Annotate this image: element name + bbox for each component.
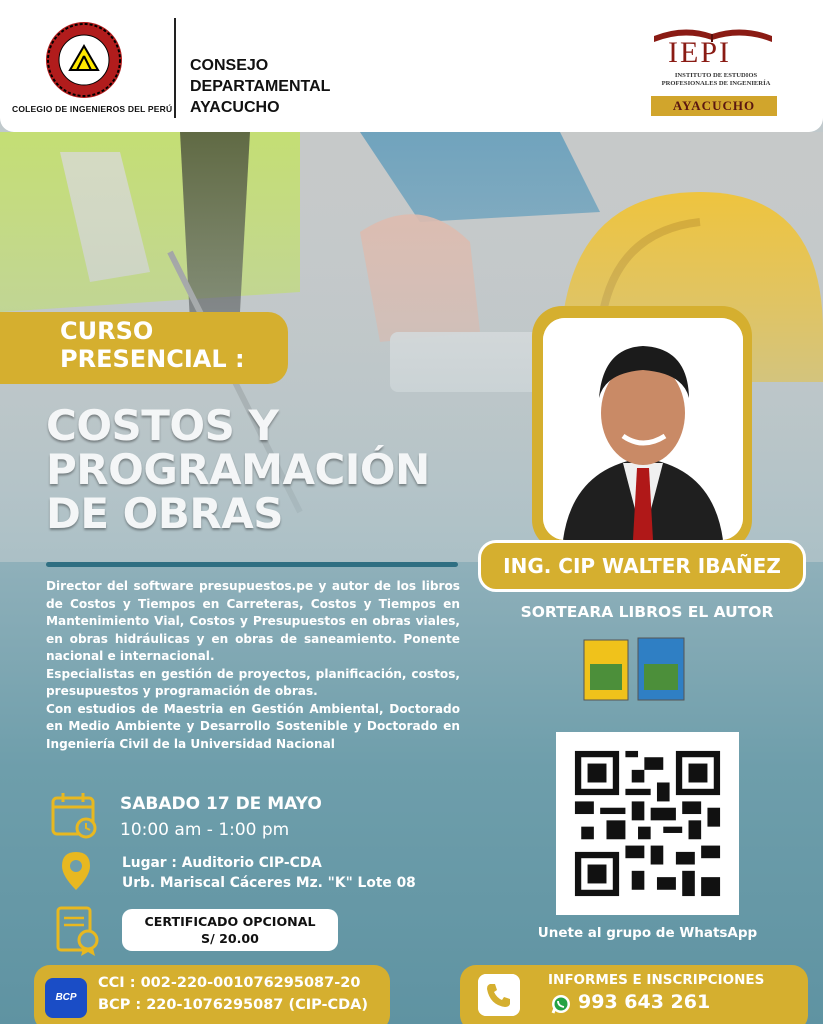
consejo-line: CONSEJO — [190, 57, 269, 74]
title-rule — [46, 562, 458, 567]
course-title — [46, 401, 430, 538]
event-address: Urb. Mariscal Cáceres Mz. "K" Lote 08 — [122, 875, 416, 891]
bio-paragraph: Con estudios de Maestria en Gestión Ambiental, Doctorado en Medio Ambiente y Desarrollo Sostenible y Doctorado en Ingeniería Civil de la Universidad Nacional — [46, 701, 460, 751]
iepi-title: IEPI — [668, 36, 731, 69]
course-title-line: PROGRAMACIÓN — [46, 445, 430, 494]
speaker-portrait-illustration — [543, 318, 743, 540]
whatsapp-icon — [550, 993, 572, 1015]
payment-accounts — [98, 972, 368, 1016]
event-time: 10:00 am - 1:00 pm — [120, 820, 290, 840]
speaker-name-badge: ING. CIP WALTER IBAÑEZ — [478, 540, 806, 592]
bio-paragraph: Director del software presupuestos.pe y autor de los libros de Costos y Tiempos en Carreteras, Costos y Tiempos en Mantenimiento Vial, Costos y Presupuestos en obras viales, en obras hidráulicas y en obras de saneamiento. Ponente nacional e internacional. — [46, 579, 460, 663]
event-place: Lugar : Auditorio CIP-CDA — [122, 855, 322, 871]
contact-phone[interactable]: 993 643 261 — [578, 991, 711, 1013]
certificate-icon — [54, 904, 104, 958]
qr-code-icon — [556, 732, 739, 915]
cci-account: CCI : 002-220-001076295087-20 — [98, 975, 361, 991]
certificate-badge — [122, 909, 338, 951]
iepi-city-badge: AYACUCHO — [651, 96, 777, 116]
course-title-line: COSTOS Y — [46, 401, 279, 450]
raffle-note: SORTEARA LIBROS EL AUTOR — [520, 603, 774, 621]
calendar-icon — [50, 790, 100, 840]
header-divider — [174, 18, 176, 118]
iepi-subtitle — [650, 72, 782, 88]
phone-icon — [478, 974, 520, 1016]
speaker-photo — [543, 318, 743, 540]
header-bar — [0, 0, 823, 132]
iepi-subtitle-line: PROFESIONALES DE INGENIERÍA — [661, 80, 771, 87]
contact-title: INFORMES E INSCRIPCIONES — [548, 972, 765, 988]
bcp-account: BCP : 220-1076295087 (CIP-CDA) — [98, 997, 369, 1013]
iepi-subtitle-line: INSTITUTO DE ESTUDIOS — [674, 72, 758, 79]
whatsapp-qr-code[interactable] — [556, 732, 739, 915]
bio-paragraph: Especialistas en gestión de proyectos, planificación, costos, presupuestos y programación de obras. — [46, 666, 460, 698]
consejo-title — [190, 55, 330, 118]
cip-seal-logo — [44, 20, 124, 100]
whatsapp-caption: Unete al grupo de WhatsApp — [537, 925, 758, 941]
cip-caption: COLEGIO DE INGENIEROS DEL PERÚ — [12, 104, 173, 114]
location-pin-icon — [60, 850, 92, 894]
speaker-bio — [46, 578, 460, 753]
books-icon — [580, 634, 690, 704]
modality-line: CURSO — [60, 317, 154, 345]
certificate-price: S/ 20.00 — [201, 931, 259, 946]
bcp-logo-icon: BCP — [45, 978, 87, 1018]
consejo-line: AYACUCHO — [190, 99, 280, 116]
consejo-line: DEPARTAMENTAL — [190, 78, 331, 95]
modality-line: PRESENCIAL : — [60, 345, 245, 373]
modality-label — [60, 317, 245, 373]
event-location — [122, 853, 416, 893]
certificate-label: CERTIFICADO OPCIONAL — [144, 914, 316, 929]
course-title-line: DE OBRAS — [46, 489, 283, 538]
event-date: SABADO 17 DE MAYO — [120, 794, 322, 814]
